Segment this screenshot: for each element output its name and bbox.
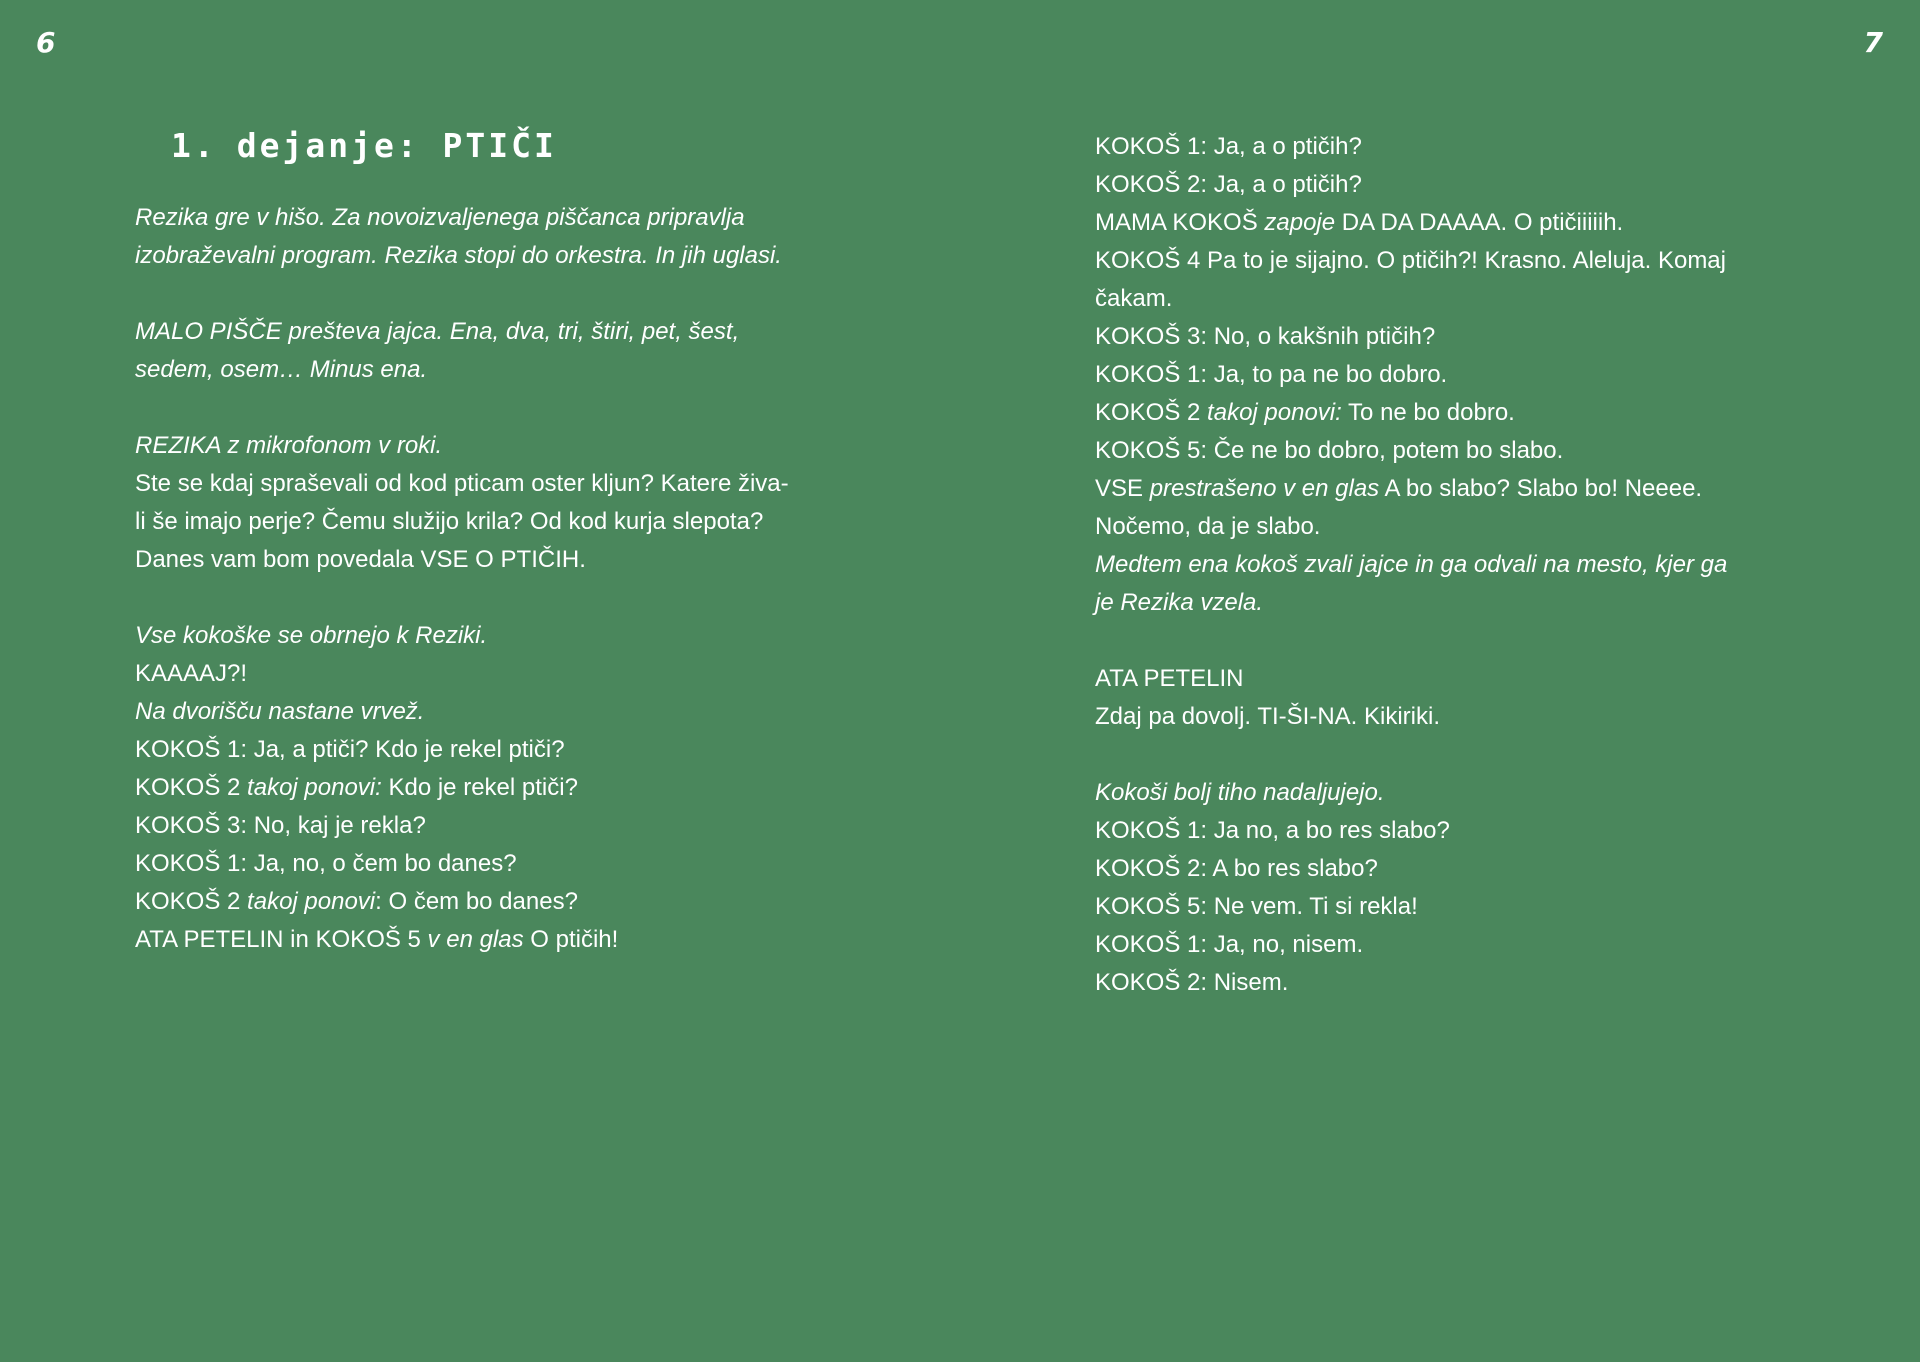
text-line: KOKOŠ 5: Če ne bo dobro, potem bo slabo. [1095,437,1564,464]
act-title: dejanje: PTIČI [236,126,557,165]
stage-direction: takoj ponovi: [1207,399,1342,426]
text-line: KOKOŠ 1: Ja, to pa ne bo dobro. [1095,361,1448,388]
dialogue-paragraph [1095,774,1795,1002]
text-line: REZIKA z mikrofonom v roki. [135,432,443,459]
text-line: čakam. [1095,285,1173,312]
stage-direction-paragraph [135,313,835,389]
text-line: je Rezika vzela. [1095,589,1264,616]
left-page-text [135,199,835,997]
act-number: 1. [171,126,217,165]
text-line: ATA PETELIN [1095,665,1244,692]
text-line: li še imajo perje? Čemu služijo krila? Od kod kurja slepota? [135,508,764,535]
text-line: izobraževalni program. Rezika stopi do orkestra. In jih uglasi. [135,242,782,269]
text-line: KOKOŠ 3: No, kaj je rekla? [135,812,426,839]
dialogue: O ptičih! [523,926,619,953]
stage-direction: zapoje [1264,209,1336,236]
text-line: Danes vam bom povedala VSE O PTIČIH. [135,546,586,573]
dialogue: To ne bo dobro. [1341,399,1515,426]
text-line: KOKOŠ 2: Ja, a o ptičih? [1095,171,1362,198]
text-line: KOKOŠ 1: Ja, no, o čem bo danes? [135,850,517,877]
text-line: KOKOŠ 1: Ja, a o ptičih? [1095,133,1362,160]
stage-direction: takoj ponovi: [247,774,382,801]
text-line [135,769,835,807]
text-line [1095,204,1795,242]
dialogue-paragraph [135,617,835,959]
stage-direction: prestrašeno v en glas [1149,475,1380,502]
speaker: KOKOŠ 2 [135,774,248,801]
text-line: Zdaj pa dovolj. TI-ŠI-NA. Kikiriki. [1095,703,1440,730]
page-number-left: 6 [36,26,56,59]
stage-direction: takoj ponovi [247,888,376,915]
text-line: KOKOŠ 2: A bo res slabo? [1095,855,1378,882]
text-line: Na dvorišču nastane vrvež. [135,698,425,725]
stage-direction-paragraph [135,199,835,275]
text-line: MALO PIŠČE prešteva jajca. Ena, dva, tri, štiri, pet, šest, [135,318,740,345]
dialogue: DA DA DAAAA. O ptičiiiiih. [1335,209,1624,236]
text-line: Vse kokoške se obrnejo k Reziki. [135,622,488,649]
text-line: KOKOŠ 3: No, o kakšnih ptičih? [1095,323,1436,350]
act-heading [171,126,557,165]
text-line [1095,394,1795,432]
dialogue-paragraph [1095,660,1795,736]
text-line: KOKOŠ 1: Ja no, a bo res slabo? [1095,817,1450,844]
dialogue: A bo slabo? Slabo bo! Neeee. [1379,475,1703,502]
speaker: MAMA KOKOŠ [1095,209,1265,236]
text-line: KAAAAJ?! [135,660,248,687]
stage-direction: v en glas [427,926,524,953]
text-line: KOKOŠ 2: Nisem. [1095,969,1289,996]
speaker: KOKOŠ 2 [135,888,248,915]
right-page-text [1095,128,1795,1040]
speaker: VSE [1095,475,1150,502]
text-line: KOKOŠ 5: Ne vem. Ti si rekla! [1095,893,1418,920]
text-line: Kokoši bolj tiho nadaljujejo. [1095,779,1385,806]
text-line: KOKOŠ 4 Pa to je sijajno. O ptičih?! Krasno. Aleluja. Komaj [1095,247,1726,274]
dialogue: Kdo je rekel ptiči? [381,774,578,801]
text-line [135,883,835,921]
dialogue-paragraph [1095,128,1795,622]
speaker: ATA PETELIN in KOKOŠ 5 [135,926,428,953]
text-line [135,921,835,959]
dialogue: : O čem bo danes? [375,888,578,915]
speaker: KOKOŠ 2 [1095,399,1208,426]
text-line: KOKOŠ 1: Ja, no, nisem. [1095,931,1364,958]
text-line: Nočemo, da je slabo. [1095,513,1321,540]
text-line: Medtem ena kokoš zvali jajce in ga odvali na mesto, kjer ga [1095,551,1728,578]
text-line: Rezika gre v hišo. Za novoizvaljenega piščanca pripravlja [135,204,745,231]
text-line: KOKOŠ 1: Ja, a ptiči? Kdo je rekel ptiči? [135,736,565,763]
dialogue-paragraph [135,427,835,579]
text-line: sedem, osem… Minus ena. [135,356,428,383]
page-number-right: 7 [1863,26,1883,59]
text-line: Ste se kdaj spraševali od kod pticam oster kljun? Katere živa- [135,470,789,497]
text-line [1095,470,1795,508]
